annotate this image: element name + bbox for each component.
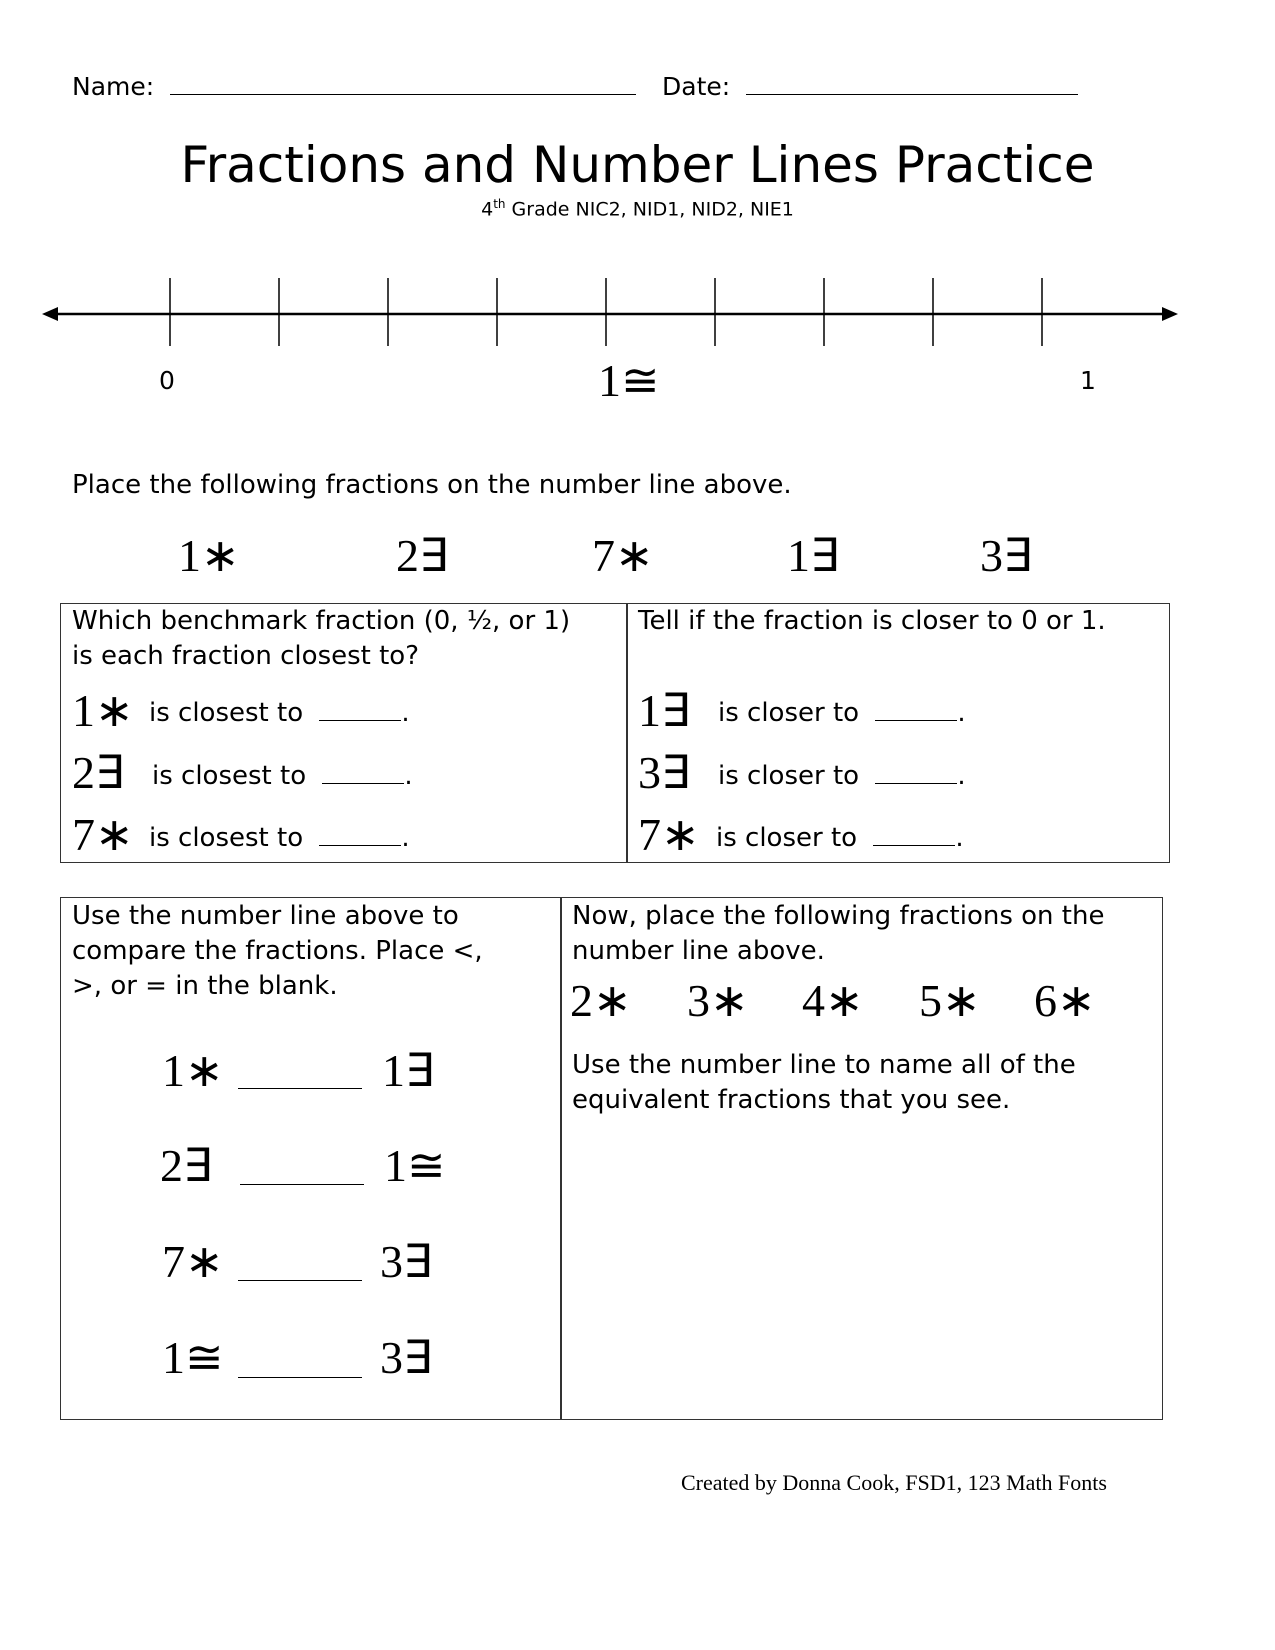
equivalent-prompt-line: Use the number line to name all of the (572, 1050, 1076, 1080)
page-title: Fractions and Number Lines Practice (180, 136, 1095, 194)
compare-right-fraction: 1≅ (384, 1140, 446, 1191)
credit-text: Created by Donna Cook, FSD1, 123 Math Fonts (681, 1470, 1107, 1495)
fraction-to-place: 1∃ (787, 530, 840, 581)
closer-fraction: 7∗ (638, 809, 700, 860)
period: . (404, 761, 413, 791)
fraction-to-place: 2∃ (396, 530, 449, 581)
closer-fraction: 3∃ (638, 747, 691, 798)
benchmark-fraction: 1∗ (72, 685, 134, 736)
closer-fraction: 1∃ (638, 685, 691, 736)
compare-prompt-line: >, or = in the blank. (72, 971, 338, 1001)
compare-blank[interactable] (240, 1164, 364, 1185)
fraction-to-place: 1∗ (178, 530, 240, 581)
compare-prompt-line: compare the fractions. Place <, (72, 936, 483, 966)
benchmark-prompt-line: is each fraction closest to? (72, 641, 420, 671)
closer-item (718, 759, 966, 794)
benchmark-item (149, 696, 410, 731)
compare-blank[interactable] (238, 1260, 362, 1281)
benchmark-prompt (72, 604, 570, 674)
grade-suffix: th (493, 197, 506, 211)
benchmark-item-text: is closest to (152, 761, 307, 791)
benchmark-item (152, 759, 413, 794)
number-line-label-half: 1≅ (598, 355, 660, 406)
number-line (0, 270, 1275, 360)
compare-left-fraction: 7∗ (162, 1236, 224, 1287)
period: . (401, 698, 410, 728)
name-field[interactable] (72, 72, 636, 101)
closer-item (716, 821, 964, 856)
answer-blank[interactable] (322, 763, 404, 784)
compare-right-fraction: 3∃ (380, 1332, 433, 1383)
fraction-to-place: 3∃ (980, 530, 1033, 581)
compare-right-fraction: 3∃ (380, 1236, 433, 1287)
compare-left-fraction: 1∗ (162, 1045, 224, 1096)
number-line-label-zero: 0 (159, 366, 175, 395)
compare-left-fraction: 2∃ (160, 1140, 213, 1191)
benchmark-fraction: 2∃ (72, 747, 125, 798)
equivalent-prompt (572, 1048, 1076, 1118)
number-line-left-arrow (42, 307, 58, 321)
compare-right-fraction: 1∃ (382, 1045, 435, 1096)
compare-left-fraction: 1≅ (162, 1332, 224, 1383)
date-blank[interactable] (746, 72, 1078, 95)
date-field[interactable] (662, 72, 1078, 101)
place-fraction: 3∗ (687, 975, 749, 1026)
answer-blank[interactable] (875, 763, 957, 784)
place-fraction: 4∗ (802, 975, 864, 1026)
place-prompt-line: number line above. (572, 936, 825, 966)
answer-blank[interactable] (873, 825, 955, 846)
benchmark-item-text: is closest to (149, 823, 304, 853)
benchmark-box-divider (626, 603, 628, 863)
place-prompt-line: Now, place the following fractions on the (572, 901, 1105, 931)
closer-prompt: Tell if the fraction is closer to 0 or 1. (638, 606, 1106, 636)
equivalent-prompt-line: equivalent fractions that you see. (572, 1085, 1011, 1115)
closer-item-text: is closer to (716, 823, 858, 853)
benchmark-item (149, 821, 410, 856)
fraction-to-place: 7∗ (592, 530, 654, 581)
compare-prompt (72, 899, 483, 1004)
page-subtitle (0, 197, 1275, 220)
benchmark-prompt-line: Which benchmark fraction (0, ½, or 1) (72, 606, 571, 636)
benchmark-item-text: is closest to (149, 698, 304, 728)
answer-blank[interactable] (875, 700, 957, 721)
closer-item-text: is closer to (718, 761, 860, 791)
period: . (957, 761, 966, 791)
answer-blank[interactable] (319, 825, 401, 846)
standards-text: Grade NIC2, NID1, NID2, NIE1 (505, 198, 794, 221)
compare-blank[interactable] (238, 1357, 362, 1378)
benchmark-fraction: 7∗ (72, 809, 134, 860)
grade-number: 4 (481, 198, 494, 221)
period: . (401, 823, 410, 853)
instruction-text: Place the following fractions on the number line above. (72, 470, 792, 500)
period: . (957, 698, 966, 728)
number-line-ticks (170, 278, 1042, 346)
place-fraction: 6∗ (1034, 975, 1096, 1026)
place-fraction: 5∗ (919, 975, 981, 1026)
closer-item-text: is closer to (718, 698, 860, 728)
closer-item (718, 696, 966, 731)
name-blank[interactable] (170, 72, 636, 95)
number-line-right-arrow (1162, 307, 1178, 321)
place-prompt (572, 899, 1104, 969)
answer-blank[interactable] (319, 700, 401, 721)
compare-box-divider (560, 897, 562, 1420)
name-label: Name: (72, 72, 155, 101)
number-line-label-one: 1 (1080, 366, 1096, 395)
place-fraction: 2∗ (570, 975, 632, 1026)
date-label: Date: (662, 72, 731, 101)
compare-blank[interactable] (238, 1068, 362, 1089)
compare-prompt-line: Use the number line above to (72, 901, 459, 931)
period: . (955, 823, 964, 853)
